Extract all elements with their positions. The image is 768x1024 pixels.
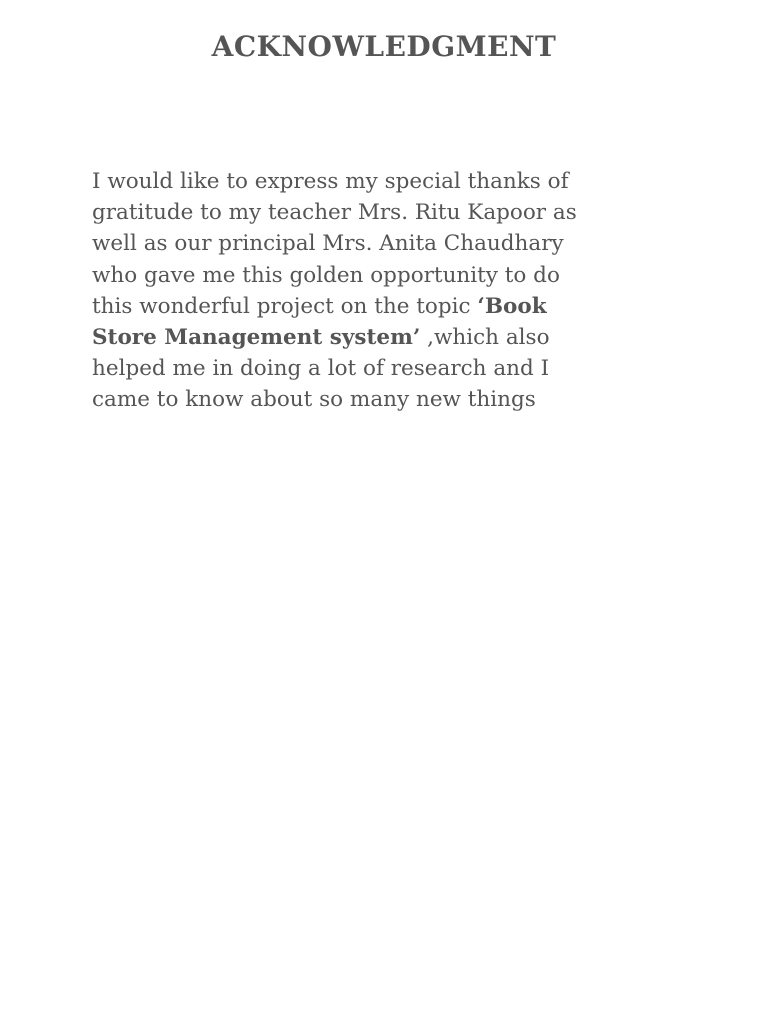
paragraph-line-5: [92, 291, 632, 322]
paragraph-line-6-text: ,which also: [420, 325, 550, 351]
acknowledgment-paragraph: [92, 166, 632, 416]
paragraph-line-5-text: this wonderful project on the topic: [92, 293, 478, 319]
project-topic-end: Store Management system’: [92, 325, 421, 351]
project-topic-start: ‘Book: [477, 293, 547, 319]
paragraph-line-4: who gave me this golden opportunity to do: [92, 262, 560, 288]
paragraph-line-1: I would like to express my special thanks of: [92, 169, 569, 194]
paragraph-line-2: gratitude to my teacher Mrs. Ritu Kapoor as: [92, 200, 577, 226]
page-title: ACKNOWLEDGMENT: [211, 30, 557, 63]
paragraph-line-8: came to know about so many new things: [92, 387, 536, 413]
paragraph-line-3: well as our principal Mrs. Anita Chaudhary: [92, 231, 564, 257]
paragraph-line-6: [92, 322, 632, 353]
paragraph-line-7: helped me in doing a lot of research and I: [92, 356, 550, 382]
